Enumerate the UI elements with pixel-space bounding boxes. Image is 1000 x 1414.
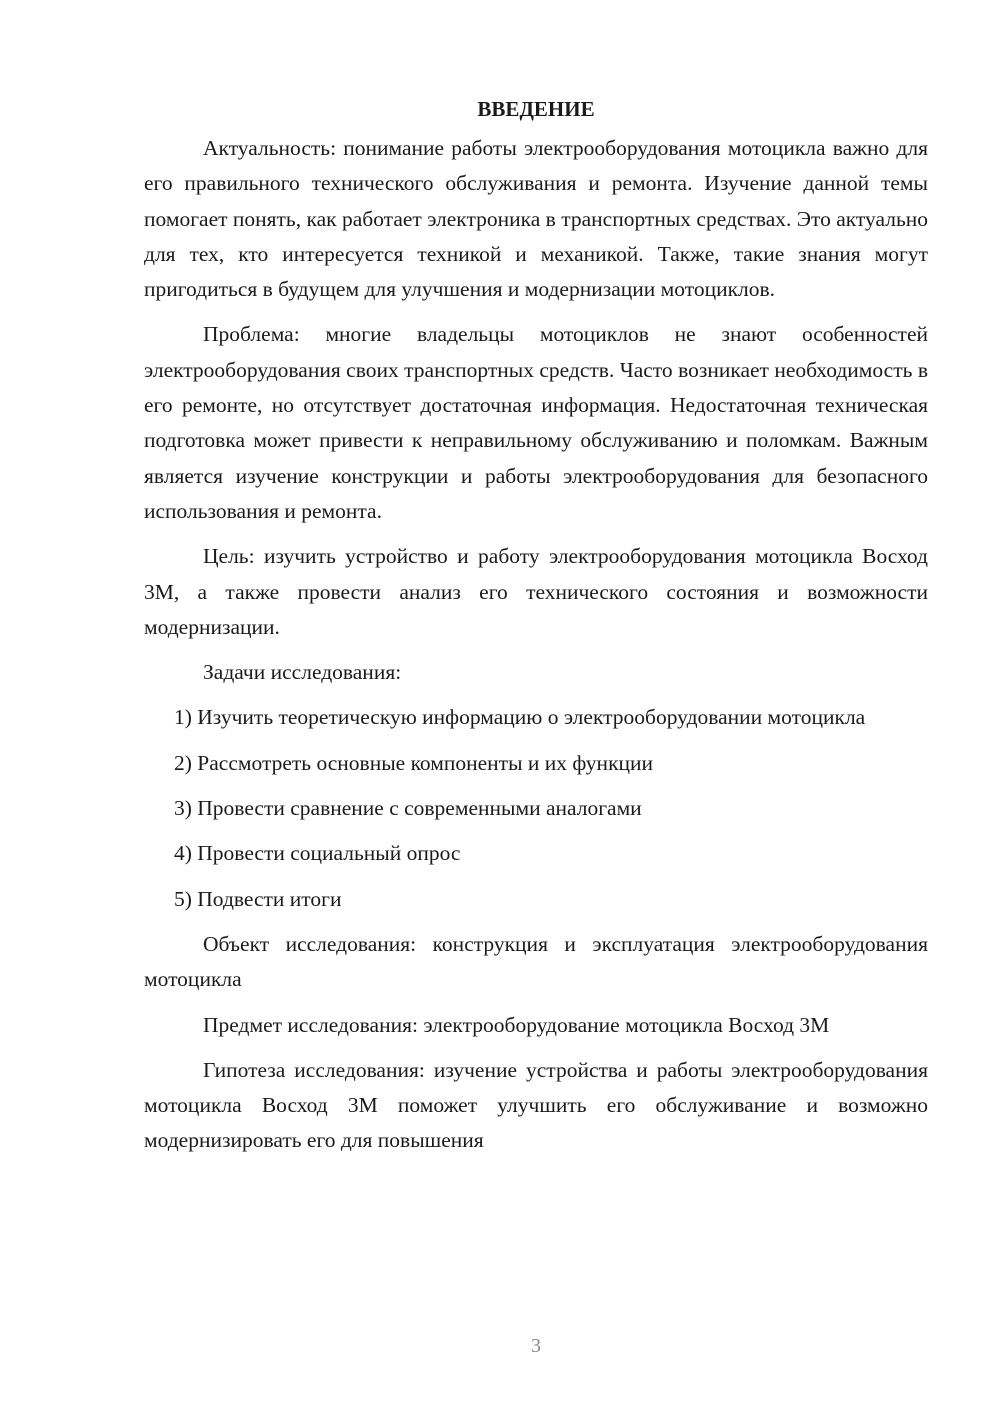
paragraph-goal: Цель: изучить устройство и работу электрооборудования мотоцикла Восход 3М, а также провести анализ его технического состояния и возможности модернизации. — [144, 544, 928, 639]
paragraph-tasks-heading: Задачи исследования: — [203, 660, 402, 685]
paragraph-problem: Проблема: многие владельцы мотоциклов не знают особенностей электрооборудования своих транспортных средств. Часто возникает необходимость в его ремонте, но отсутствует достаточная информация. Недостаточная техническая подготовка может привести к неправильному обслуживанию и поломкам. Важным является изучение конструкции и работы электрооборудования для безопасного использования и ремонта. — [144, 322, 928, 523]
task-item-2: 2) Рассмотреть основные компоненты и их функции — [174, 750, 654, 775]
paragraph-object: Объект исследования: конструкция и эксплуатация электрооборудования мотоцикла — [144, 931, 928, 992]
paragraph-subject: Предмет исследования: электрооборудование мотоцикла Восход 3М — [203, 1012, 830, 1037]
page-number: 3 — [531, 1335, 541, 1357]
task-item-1: 1) Изучить теоретическую информацию о электрооборудовании мотоцикла — [174, 705, 866, 730]
task-item-3: 3) Провести сравнение с современными аналогами — [174, 796, 642, 821]
document-page — [144, 92, 928, 1169]
paragraph-relevance: Актуальность: понимание работы электрооборудования мотоцикла важно для его правильного технического обслуживания и ремонта. Изучение данной темы помогает понять, как работает электроника в транспортных средствах. Это актуально для тех, кто интересуется техникой и механикой. Также, такие знания могут пригодиться в будущем для улучшения и модернизации мотоциклов. — [144, 136, 928, 302]
paragraph-hypothesis: Гипотеза исследования: изучение устройства и работы электрооборудования мотоцикла Восход 3М поможет улучшить его обслуживание и возможно модернизировать его для повышения — [144, 1057, 928, 1153]
section-heading: ВВЕДЕНИЕ — [477, 97, 595, 121]
task-item-4: 4) Провести социальный опрос — [174, 841, 461, 866]
task-item-5: 5) Подвести итоги — [174, 886, 342, 911]
